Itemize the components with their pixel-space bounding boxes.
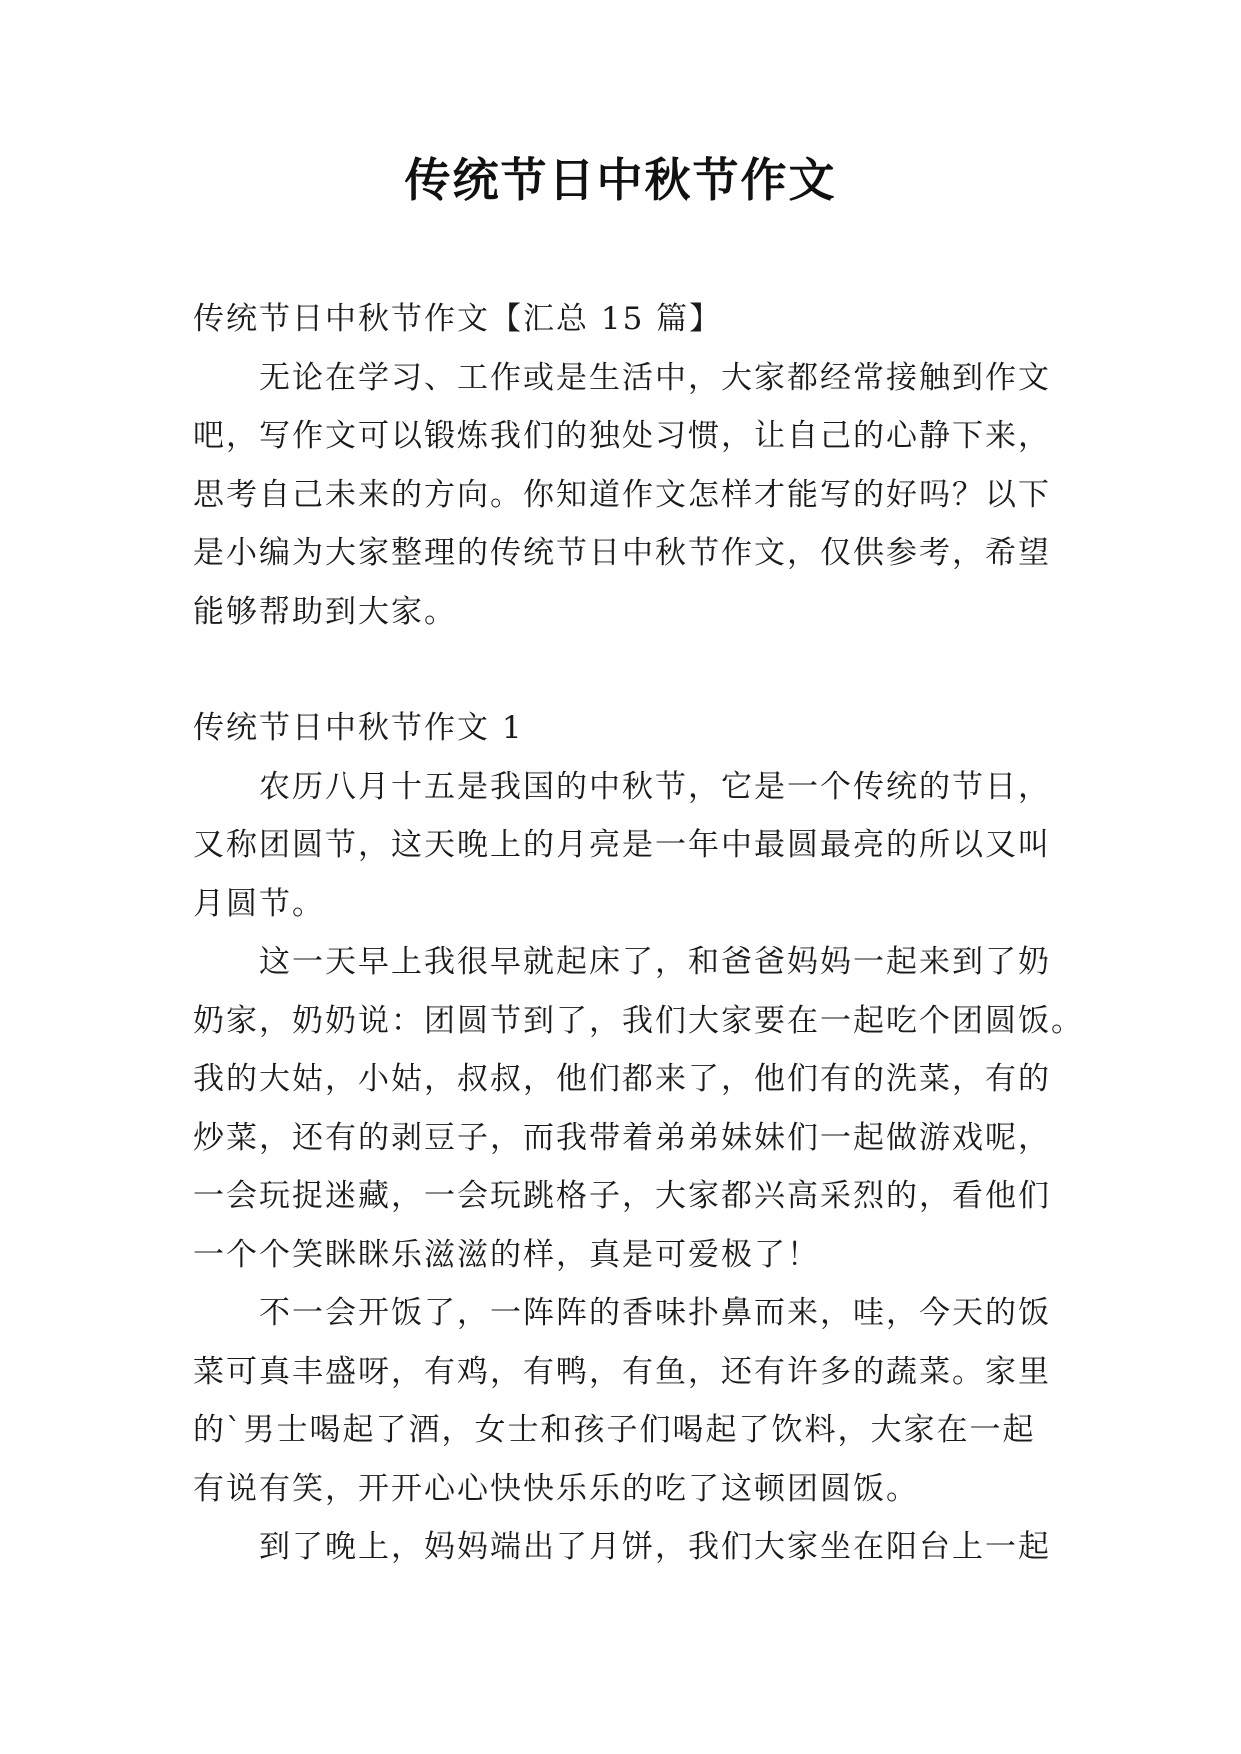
text-line: 一个个笑眯眯乐滋滋的样，真是可爱极了！	[193, 1236, 820, 1273]
document-title: 传统节日中秋节作文	[404, 153, 837, 207]
paragraph-3	[193, 1284, 1055, 1518]
text-line: 不一会开饭了，一阵阵的香味扑鼻而来，哇，今天的饭	[259, 1295, 1051, 1331]
text-line: 奶家，奶奶说：团圆节到了，我们大家要在一起吃个团圆饭。	[193, 1002, 1084, 1039]
section-heading: 传统节日中秋节作文 1	[193, 710, 524, 746]
text-line: 有说有笑，开开心心快快乐乐的吃了这顿团圆饭。	[193, 1470, 919, 1507]
text-line: 菜可真丰盛呀，有鸡，有鸭，有鱼，还有许多的蔬菜。家里	[193, 1353, 1051, 1390]
text-line: 无论在学习、工作或是生活中，大家都经常接触到作文	[259, 359, 1051, 396]
text-line: 能够帮助到大家。	[193, 593, 457, 630]
text-line: 农历八月十五是我国的中秋节，它是一个传统的节日，	[259, 768, 1051, 805]
text-line: 月圆节。	[193, 885, 325, 922]
paragraph-1	[193, 758, 1055, 934]
text-line: 这一天早上我很早就起床了，和爸爸妈妈一起来到了奶	[259, 944, 1051, 980]
paragraph-2	[193, 933, 1084, 1284]
document-body	[193, 290, 1084, 1577]
text-line: 的`男士喝起了酒，女士和孩子们喝起了饮料，大家在一起	[193, 1412, 1036, 1448]
text-line: 是小编为大家整理的传统节日中秋节作文，仅供参考，希望	[193, 535, 1051, 571]
paragraph-4	[193, 1518, 1055, 1577]
text-line: 一会玩捉迷藏，一会玩跳格子，大家都兴高采烈的，看他们	[193, 1178, 1051, 1214]
text-line: 我的大姑，小姑，叔叔，他们都来了，他们有的洗菜，有的	[193, 1061, 1051, 1097]
section-spacer	[193, 641, 1055, 699]
text-line: 思考自己未来的方向。你知道作文怎样才能写的好吗？以下	[193, 476, 1051, 513]
text-line: 到了晚上，妈妈端出了月饼，我们大家坐在阳台上一起	[259, 1529, 1051, 1565]
text-line: 吧，写作文可以锻炼我们的独处习惯，让自己的心静下来，	[193, 418, 1051, 454]
text-line: 又称团圆节，这天晚上的月亮是一年中最圆最亮的所以又叫	[193, 827, 1051, 863]
text-line: 炒菜，还有的剥豆子，而我带着弟弟妹妹们一起做游戏呢，	[193, 1119, 1051, 1156]
intro-paragraph	[193, 349, 1055, 642]
heading-line: 传统节日中秋节作文【汇总 15 篇】	[193, 301, 723, 337]
